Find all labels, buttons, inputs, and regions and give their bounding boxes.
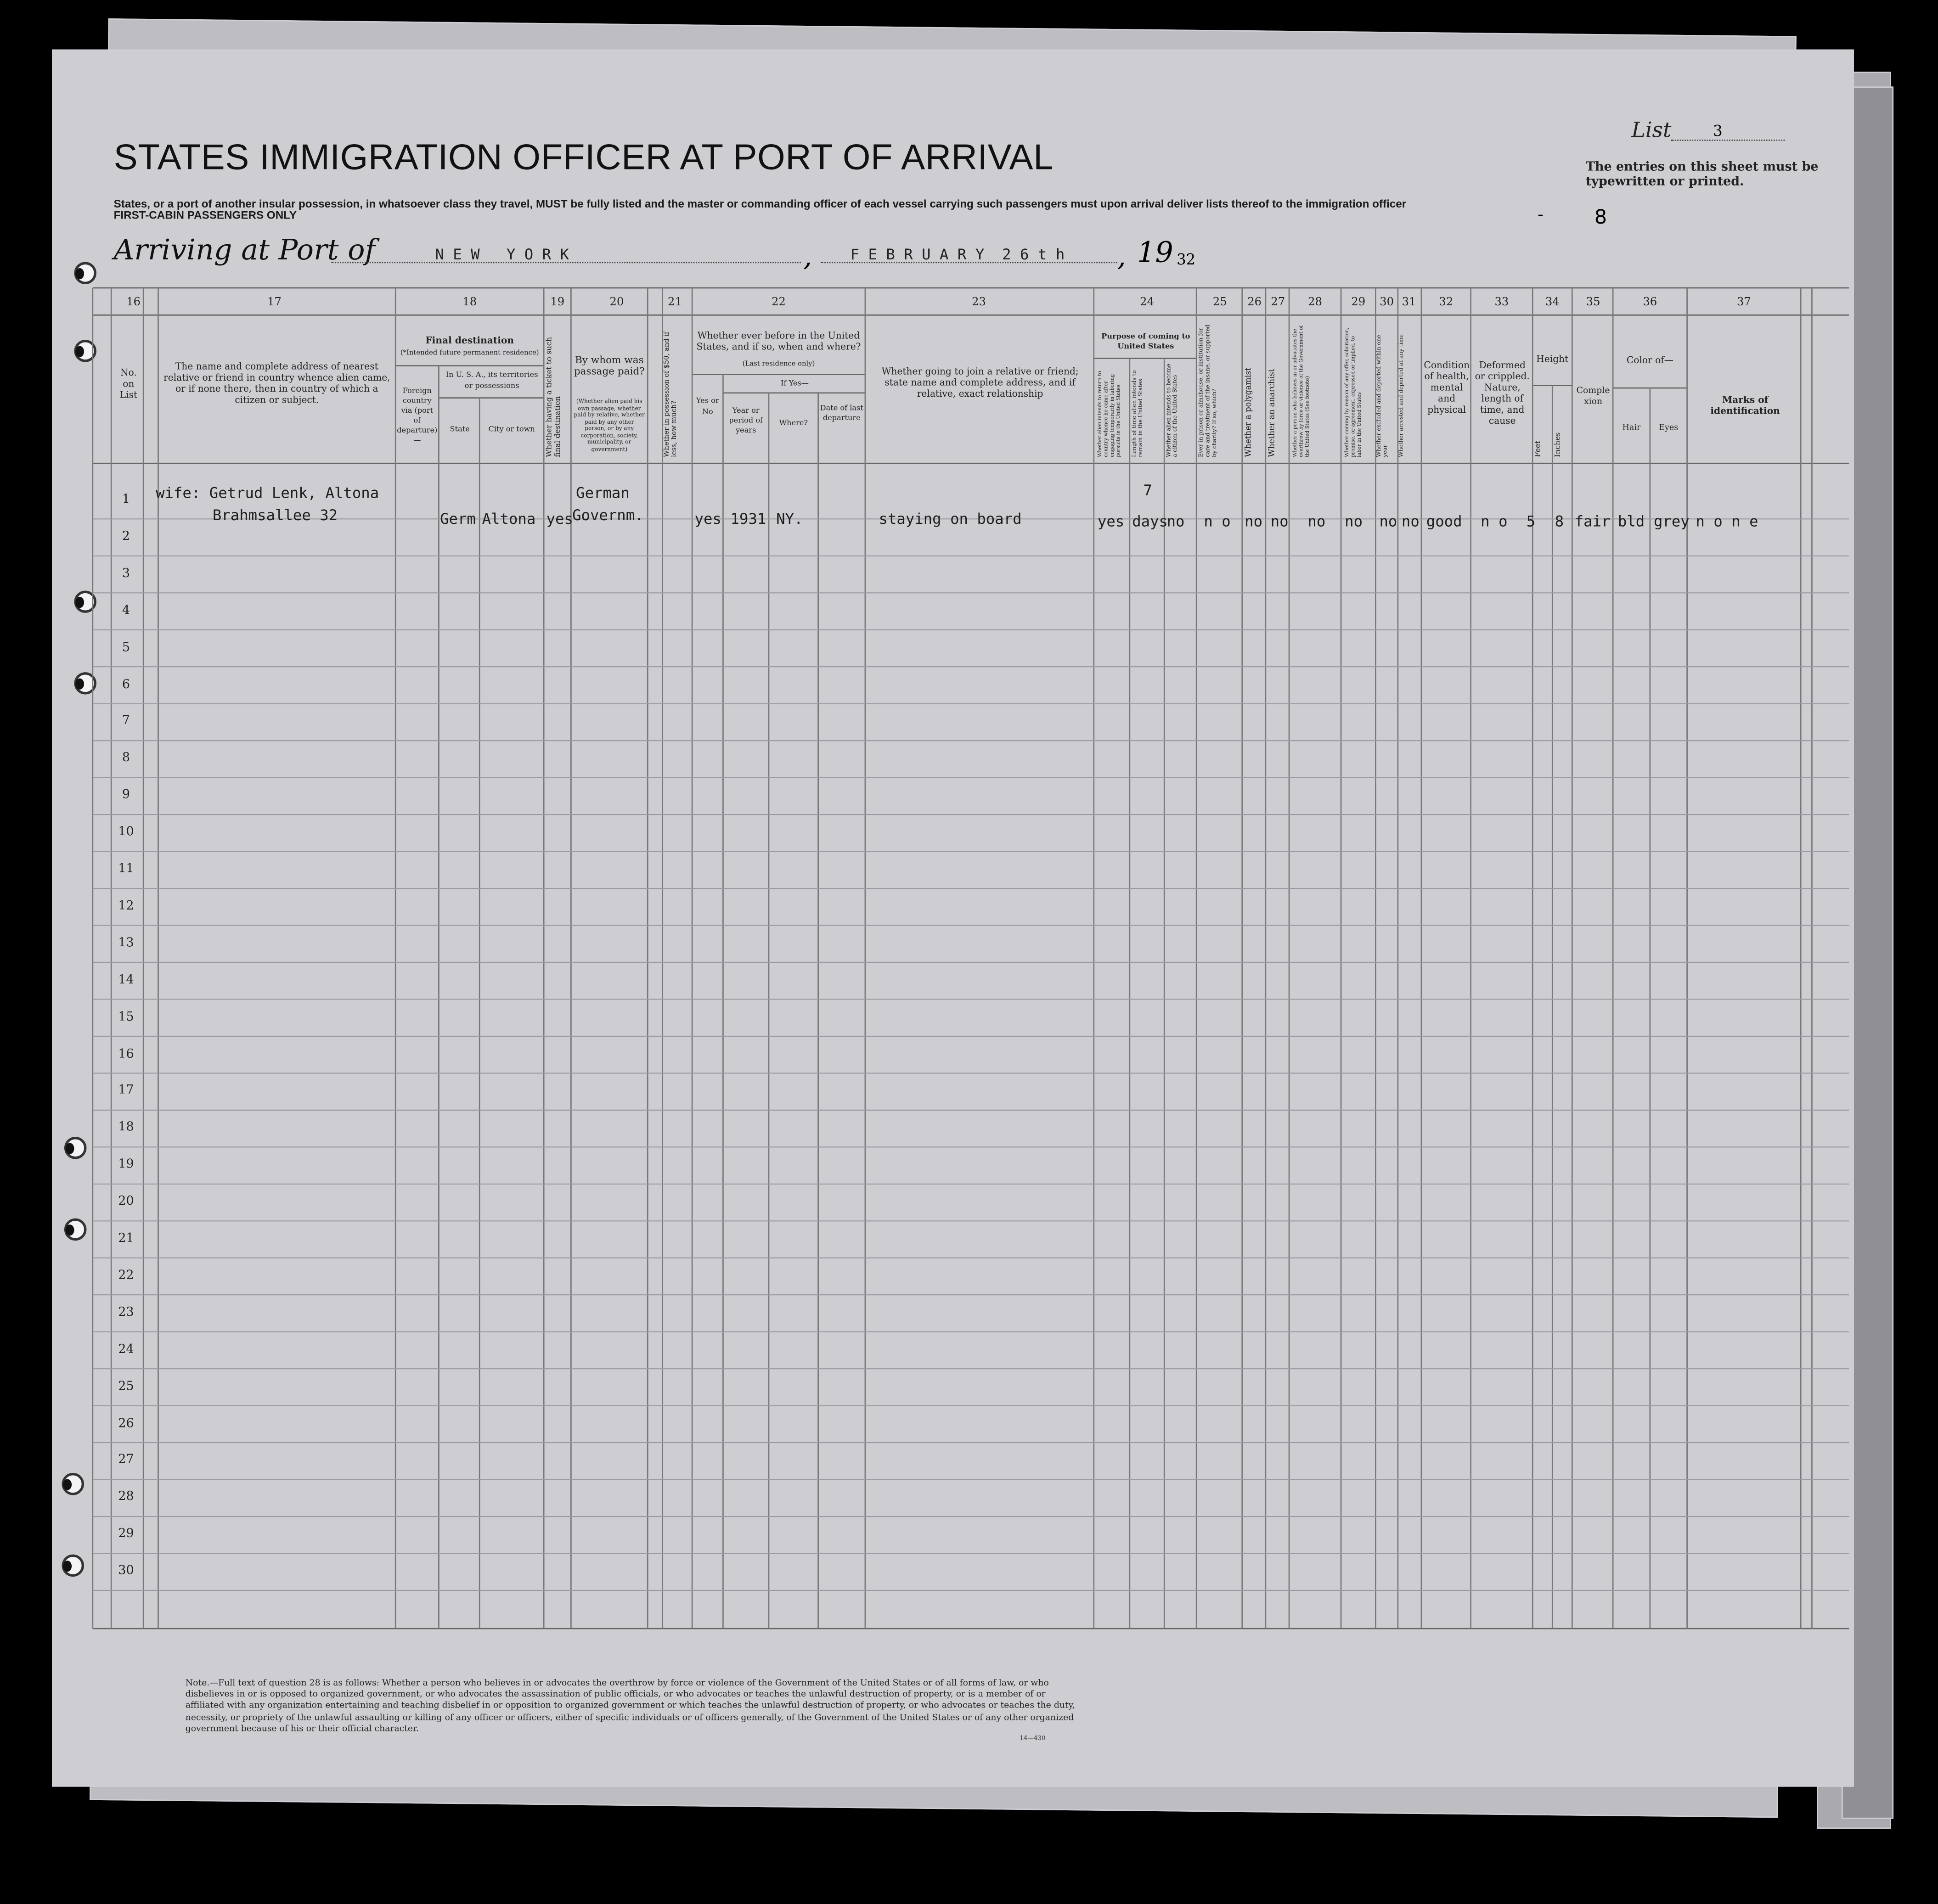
header-hair: Hair (1622, 422, 1641, 432)
header-joining: Whether going to join a relative or friend; state name and complete address, and if relative, exact relationship (881, 365, 1079, 399)
entry-before-in-us: yes (694, 510, 721, 528)
year-prefix: 19 (1137, 237, 1173, 270)
column-number: 37 (1737, 296, 1751, 309)
header-anarchist: Whether an anarchist (1267, 369, 1277, 457)
row-number: 26 (118, 1416, 134, 1431)
header-in-usa: In U. S. A., its territories or possessions (445, 371, 538, 391)
header-fifty-dollars: Whether in possession of $50, and if less, how much? (664, 331, 679, 457)
column-number: 36 (1643, 296, 1657, 309)
row-number: 1 (122, 493, 130, 507)
entry-paid-by-line1: German (576, 484, 630, 502)
header-where: Where? (779, 419, 808, 428)
row-number: 21 (118, 1232, 134, 1246)
row-number: 7 (122, 714, 130, 729)
form-subtitle: States, or a port of another insular possession, in whatsoever class they travel, MUST be fully listed and the master or commanding officer of each vessel carrying such passengers must upon arrival deliver lists thereof to the immigration officer (113, 197, 1407, 210)
entry-prison: n o (1204, 512, 1231, 530)
header-feet: Feet (1533, 440, 1543, 457)
entry-anarchist: no (1270, 512, 1289, 530)
entry-length: days (1132, 512, 1168, 530)
row-number: 8 (122, 752, 130, 765)
header-no-on-list: No. on List (119, 367, 138, 400)
header-marks: Marks of identification (1710, 394, 1780, 416)
list-label: List (1631, 118, 1672, 144)
header-polygamist: Whether a polygamist (1243, 367, 1253, 457)
entry-overthrow: no (1307, 512, 1326, 530)
entry-inches: 8 (1555, 512, 1564, 530)
entry-health: good (1426, 512, 1462, 530)
list-number: 3 (1713, 122, 1723, 140)
header-city: City or town (488, 425, 535, 434)
header-passage-note: (Whether alien paid his own passage, whether paid by relative, whether paid by any other person, or by any corporation, society, municipality, or government) (574, 399, 645, 453)
entry-ticket: yes (546, 510, 573, 528)
form-code: 14—430 (1020, 1735, 1046, 1742)
entry-arrested: no (1401, 512, 1420, 530)
row-number: 18 (118, 1121, 134, 1135)
row-number: 27 (118, 1454, 134, 1467)
header-prison: Ever in prison or almshouse, or institution for care and treatment of the insane, or supported by charity? If so, which? (1199, 324, 1219, 457)
header-final-destination: Final destination (425, 335, 514, 346)
header-length-stay: Length of time alien intends to remain in the United States (1132, 370, 1145, 457)
entry-complexion: fair (1574, 512, 1611, 530)
column-number: 25 (1212, 296, 1227, 309)
header-citizen: Whether alien intends to become a citizen of the United States (1166, 364, 1179, 457)
column-number: 33 (1494, 296, 1509, 309)
entry-citizen: no (1166, 512, 1185, 530)
row-number: 19 (118, 1158, 134, 1172)
entry-joining: staying on board (879, 510, 1022, 528)
year-suffix: 32 (1177, 251, 1196, 269)
header-year: Year or period of years (729, 406, 763, 435)
column-number: 20 (609, 296, 624, 309)
arriving-label: Arriving at Port of (113, 235, 376, 267)
column-number: 21 (668, 296, 682, 309)
column-number: 32 (1439, 296, 1454, 309)
form-title: STATES IMMIGRATION OFFICER AT PORT OF ARRIVAL (113, 138, 1054, 178)
header-excluded: Whether excluded and deported within one year (1377, 335, 1390, 457)
header-offer: Whether coming by reason of any offer, solicitation, promise, or agreement, expressed or implied, to labor in the United States (1343, 327, 1362, 457)
row-number: 28 (118, 1490, 134, 1505)
entry-deformed: n o (1481, 512, 1508, 530)
header-color-of: Color of— (1626, 354, 1673, 366)
row-number: 10 (118, 826, 134, 839)
entry-offer: no (1345, 512, 1363, 530)
entry-state: Germ (440, 510, 476, 528)
row-number: 2 (122, 530, 130, 544)
row-number: 9 (122, 788, 130, 803)
entry-length-top: 7 (1143, 482, 1152, 500)
header-foreign-country: Foreign country via (port of departure)— (397, 387, 438, 445)
row-number: 22 (118, 1269, 134, 1283)
header-purpose-return: Whether alien intends to return to country whence he came after engaging temporarily in laboring pursuits in the United States (1096, 371, 1121, 457)
row-number: 16 (118, 1047, 134, 1061)
column-number: 31 (1402, 296, 1416, 309)
date-comma: , (803, 242, 812, 273)
date-value: F E B R U A R Y 2 6 t h (850, 246, 1065, 264)
entry-marks: n o n e (1696, 512, 1758, 530)
column-number: 26 (1247, 296, 1262, 309)
header-deformed: Deformed or crippled. Nature, length of time, and cause (1475, 359, 1530, 427)
entry-city: Altona (482, 510, 536, 528)
row-number: 23 (118, 1306, 134, 1320)
header-before-in-us: Whether ever before in the United States, and if so, when and where? (696, 330, 861, 353)
column-number: 23 (972, 296, 986, 309)
port-value: N E W Y O R K (435, 246, 569, 264)
row-number: 12 (118, 899, 134, 913)
column-number: 34 (1545, 296, 1560, 309)
column-number: 29 (1351, 296, 1366, 309)
row-number: 24 (118, 1342, 134, 1357)
column-number: 24 (1140, 296, 1154, 309)
column-number: 27 (1271, 296, 1285, 309)
row-number: 5 (122, 640, 130, 655)
row-number: 15 (118, 1010, 134, 1024)
row-number: 30 (118, 1564, 134, 1578)
entry-year: 1931 (730, 510, 766, 528)
column-number: 19 (550, 296, 565, 309)
column-number: 18 (462, 296, 477, 309)
entry-polygamist: no (1245, 512, 1263, 530)
header-purpose: Purpose of coming to United States (1101, 332, 1190, 351)
header-passage-paid: By whom was passage paid? (574, 354, 645, 377)
entry-paid-by-line2: Governm. (572, 506, 644, 524)
entry-eyes: grey (1653, 512, 1690, 530)
entry-feet: 5 (1526, 512, 1536, 530)
header-overthrow: Whether a person who believes in or advocates the overthrow by force or violence of the Government of the United States (See footnote) (1291, 325, 1310, 457)
row-number: 13 (118, 936, 134, 950)
header-relative-address: The name and complete address of nearest relative or friend in country whence alien came, or if none there, then in country of which a citizen or subject. (163, 360, 390, 405)
row-number: 11 (118, 862, 134, 876)
column-number: 17 (267, 296, 282, 309)
column-number: 30 (1380, 296, 1394, 309)
header-height: Height (1536, 353, 1569, 365)
row-number: 17 (118, 1084, 134, 1098)
column-number: 16 (126, 296, 141, 309)
row-number: 4 (122, 604, 130, 618)
column-number: 22 (772, 296, 786, 309)
entry-purpose-return: yes (1097, 512, 1125, 530)
entries-note: The entries on this sheet must be typewritten or printed. (1585, 160, 1819, 189)
header-final-destination-note: (*Intended future permanent residence) (400, 349, 539, 357)
entry-relative-line2: Brahmsallee 32 (212, 506, 338, 524)
header-yes-or-no: Yes or No (696, 396, 719, 416)
column-number: 35 (1586, 296, 1600, 309)
header-arrested: Whether arrested and deported at any time (1399, 334, 1406, 457)
row-number: 25 (118, 1380, 134, 1393)
entry-where: NY. (776, 510, 803, 528)
header-if-yes: If Yes— (781, 379, 809, 388)
header-last-residence: (Last residence only) (742, 360, 815, 369)
row-number: 14 (118, 973, 134, 987)
entry-relative-line1: wife: Getrud Lenk, Altona (156, 484, 379, 502)
sheet-number: 8 (1594, 205, 1607, 229)
header-eyes: Eyes (1659, 422, 1679, 432)
header-health: Condition of health, mental and physical (1424, 359, 1470, 416)
row-number: 6 (122, 678, 130, 691)
class-note: FIRST-CABIN PASSENGERS ONLY (113, 208, 297, 221)
row-number: 20 (118, 1195, 134, 1209)
year-comma: , (1117, 242, 1126, 273)
row-number: 29 (118, 1527, 134, 1541)
row-number: 3 (122, 567, 130, 581)
entry-hair: bld (1617, 512, 1645, 530)
header-state: State (450, 425, 470, 434)
header-ticket: Whether having a ticket to such final destination (545, 337, 563, 457)
column-number: 28 (1308, 296, 1322, 309)
header-date-departure: Date of last departure (820, 404, 863, 423)
stray-mark: - (1537, 205, 1544, 225)
header-inches: Inches (1553, 432, 1562, 457)
entry-excluded: no (1379, 512, 1397, 530)
header-complexion: Complexion (1576, 385, 1610, 407)
footnote: Note.—Full text of question 28 is as follows: Whether a person who believes in or advocates the overthrow by force or violence of the Government of the United States or of all forms of law, or who disbelieves in or is opposed to organized government, or who advocates the assassination of public officials, or who advocates or teaches the unlawful destruction of property, or is a member of or affiliated with any organization entertaining and teaching disbelief in or opposition to organized government or which teaches the unlawful destruction of property, or who advocates or teaches the duty, necessity, or propriety of the unlawful assaulting or killing of any officer or officers, either of specific individuals or of officers generally, of the Government of the United States or of any other organized government because of his or their official character. (185, 1678, 1075, 1734)
